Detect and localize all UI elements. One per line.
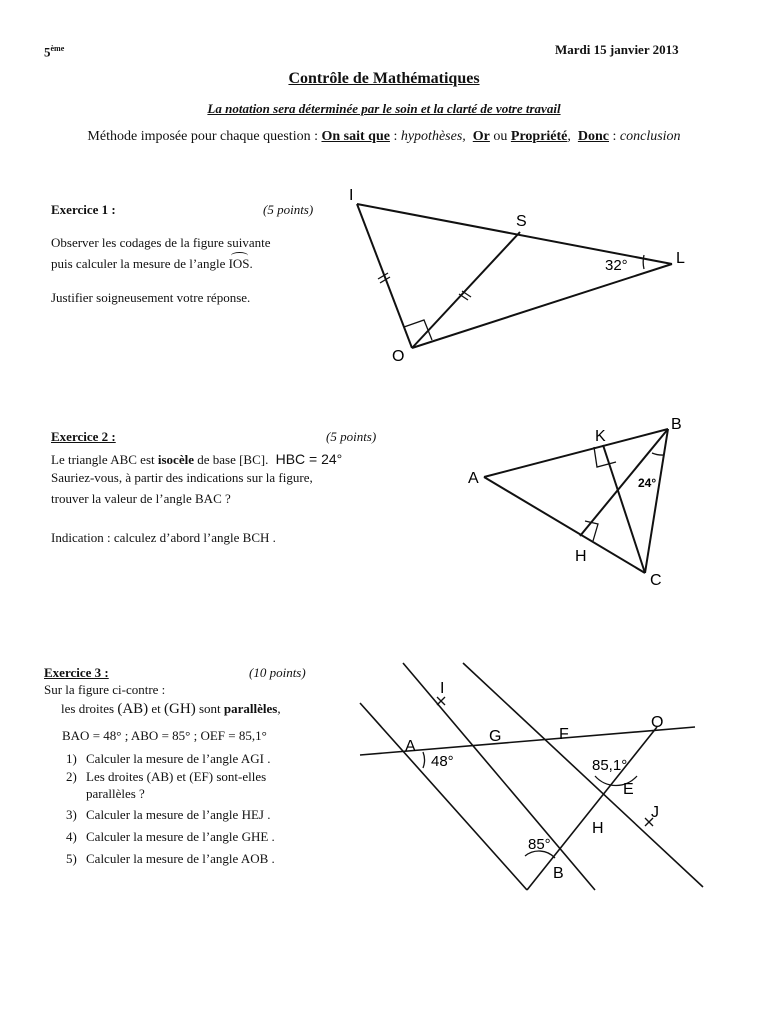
line-ob <box>527 727 657 890</box>
ex2-line3: trouver la valeur de l’angle BAC ? <box>51 491 231 506</box>
seg-ab <box>484 429 668 477</box>
ex3-values: BAO = 48° ; ABO = 85° ; OEF = 85,1° <box>62 728 267 743</box>
seg-ac <box>484 477 645 573</box>
ex1-title: Exercice 1 : <box>51 202 116 217</box>
ex3-question: 1) Calculer la mesure de l’angle AGI . <box>66 751 271 766</box>
label-s: S <box>516 213 527 230</box>
label-o: O <box>392 348 405 365</box>
label-e: E <box>623 781 634 798</box>
label-j: J <box>651 804 659 821</box>
page-title: Contrôle de Mathématiques <box>288 70 480 87</box>
ex1-line3: Justifier soigneusement votre réponse. <box>51 290 251 305</box>
ex3-points: (10 points) <box>249 665 306 680</box>
ex3-line2: les droites (AB) et (GH) sont parallèles, <box>61 701 281 717</box>
ex2-line2: Sauriez-vous, à partir des indications sur la figure, <box>51 470 313 485</box>
ex3-question: parallèles ? <box>86 786 145 801</box>
label-h: H <box>592 820 604 837</box>
label-a: A <box>468 470 479 487</box>
ex1-line1: Observer les codages de la figure suivante <box>51 235 271 250</box>
angle-arc-l <box>643 255 644 269</box>
ex3-title: Exercice 3 : <box>44 665 109 680</box>
seg-il <box>357 204 672 264</box>
angle-arc-a <box>423 752 425 768</box>
seg-bc <box>645 429 668 573</box>
angle-label-32: 32° <box>605 257 628 274</box>
ex1-line2: puis calculer la mesure de l’angle IOS. <box>51 256 253 271</box>
ex3-question: 3) Calculer la mesure de l’angle HEJ . <box>66 807 271 822</box>
label-k: K <box>595 428 606 445</box>
ex2-title: Exercice 2 : <box>51 429 116 444</box>
method-line: Méthode imposée pour chaque question : On sait que : hypothèses, Or ou Propriété, Donc : conclusion <box>87 129 681 144</box>
angle-label-48: 48° <box>431 753 454 770</box>
seg-io <box>357 204 412 348</box>
ex1-figure <box>340 180 700 370</box>
ex3-question: 2) Les droites (AB) et (EF) sont-elles <box>66 769 267 784</box>
label-b: B <box>553 865 564 882</box>
angle-arc-b <box>652 453 664 455</box>
ex2-points: (5 points) <box>326 429 377 444</box>
class-level: 5ème <box>44 44 65 60</box>
ex2-line1: Le triangle ABC est isocèle de base [BC]. HBC = 24° <box>51 451 343 467</box>
ex3-question: 4) Calculer la mesure de l’angle GHE . <box>66 829 275 844</box>
subtitle: La notation sera déterminée par le soin et la clarté de votre travail <box>207 101 561 116</box>
ex3-figure <box>355 655 705 900</box>
label-c: C <box>650 572 662 589</box>
angle-ios: IOS <box>228 256 250 271</box>
label-l: L <box>676 250 685 267</box>
angle-label-85: 85° <box>528 836 551 853</box>
label-o: O <box>651 714 664 731</box>
line-ix <box>360 703 527 890</box>
angle-label-851: 85,1° <box>592 757 628 774</box>
angle-label-24: 24° <box>638 476 657 490</box>
line-gh <box>463 663 703 887</box>
label-i: I <box>440 680 445 697</box>
label-a: A <box>405 738 416 755</box>
label-f: F <box>559 726 569 743</box>
ex2-line4: Indication : calculez d’abord l’angle BCH . <box>51 530 276 545</box>
label-b: B <box>671 416 682 433</box>
ex3-question: 5) Calculer la mesure de l’angle AOB . <box>66 851 275 866</box>
date: Mardi 15 janvier 2013 <box>555 42 679 57</box>
ex2-figure <box>460 405 700 595</box>
label-i: I <box>349 187 354 204</box>
ex1-points: (5 points) <box>263 202 314 217</box>
label-h: H <box>575 548 587 565</box>
label-g: G <box>489 728 502 745</box>
ex3-line1: Sur la figure ci-contre : <box>44 682 166 697</box>
